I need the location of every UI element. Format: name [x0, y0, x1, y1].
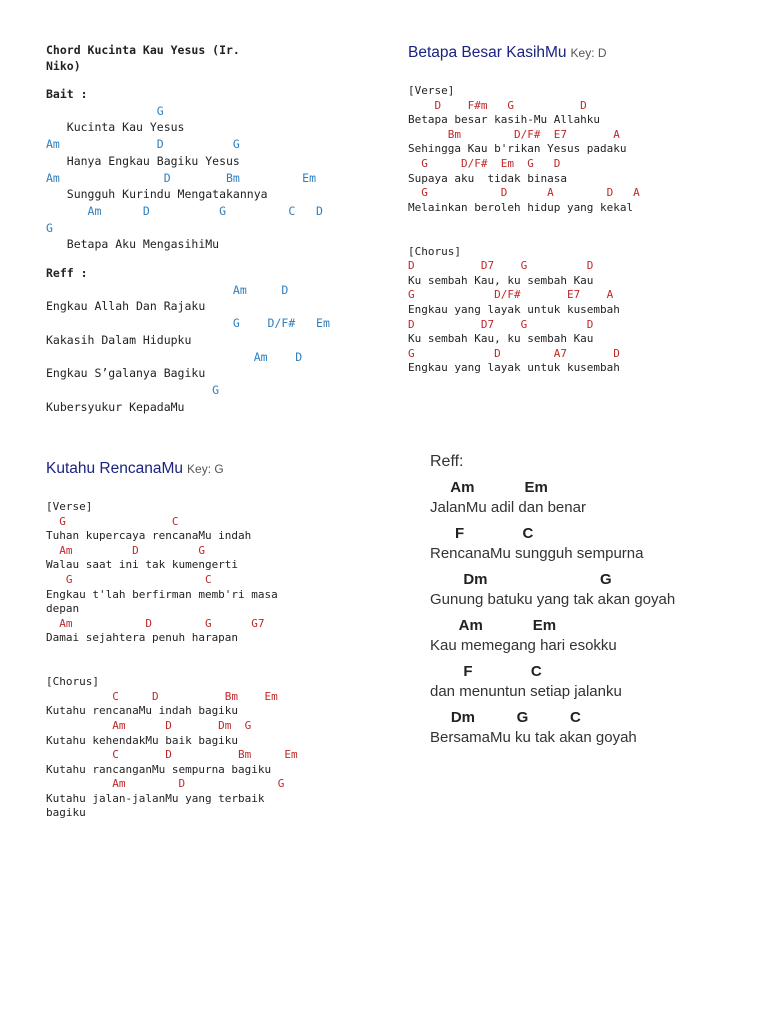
lyric-line: Kutahu jalan-jalanMu yang terbaik [46, 791, 265, 805]
chord-line: D F#m G D [408, 98, 587, 112]
reff-section [430, 452, 760, 748]
chord-line: Am D Dm G [46, 718, 252, 732]
song-lines [46, 500, 396, 821]
blank-line [46, 646, 396, 661]
song-title: Chord Kucinta Kau Yesus (Ir. Niko) [46, 43, 240, 73]
chord-line: Bm D/F# E7 A [408, 127, 620, 141]
lyric-line: Tuhan kupercaya rencanaMu indah [46, 529, 252, 543]
chord-line: D D7 G D [408, 317, 594, 331]
chord-line: G D A7 D [408, 346, 620, 360]
chord-line: G [46, 382, 220, 397]
chord-line: G D A D A [408, 186, 640, 200]
lyric-line: Engkau yang layak untuk kusembah [408, 302, 620, 316]
lyric-line: Engkau yang layak untuk kusembah [408, 361, 620, 375]
lyric-line: Kutahu kehendakMu baik bagiku [46, 733, 239, 747]
chord-line: Am Em [430, 617, 557, 634]
song-key: Key: D [570, 46, 607, 60]
lyric-line: [Verse] [408, 84, 455, 97]
lyric-line: depan [46, 602, 80, 616]
lyric-line: [Verse] [46, 500, 93, 513]
lyric-line: [Chorus] [46, 675, 99, 689]
chord-line: Am D G C D [46, 203, 323, 218]
blank-line [408, 230, 758, 245]
lyric-line: bagiku [46, 806, 86, 820]
song-lines [46, 86, 376, 415]
lyric-line: Sungguh Kurindu Mengatakannya [46, 187, 268, 202]
chord-line: Am D G [46, 543, 205, 557]
chord-line: Am D G [46, 777, 285, 791]
lyric-line: Kucinta Kau Yesus [46, 120, 185, 135]
lyric-line: Ku sembah Kau, ku sembah Kau [408, 273, 594, 287]
lyric-line: Kakasih Dalam Hidupku [46, 332, 192, 347]
lyric-line: Engkau t'lah berfirman memb'ri masa [46, 587, 278, 601]
lyric-line: BersamaMu ku tak akan goyah [430, 729, 637, 746]
lyric-line: Kutahu rencanaMu indah bagiku [46, 704, 239, 718]
chord-line: C D Bm Em [46, 689, 278, 703]
blank-line [46, 661, 396, 676]
chord-line: D D7 G D [408, 259, 594, 273]
lyric-line: Engkau Allah Dan Rajaku [46, 299, 206, 314]
chord-line: G [46, 103, 164, 118]
lyric-line: Damai sejahtera penuh harapan [46, 631, 239, 645]
chord-line: G D/F# E7 A [408, 288, 614, 302]
chord-line: F C [430, 663, 542, 680]
song-lines [408, 84, 758, 376]
chord-line: Am D G G7 [46, 616, 265, 630]
chord-line: Am D Bm Em [46, 170, 317, 185]
chord-line: Dm G C [430, 709, 581, 726]
section-label: Reff : [46, 266, 88, 281]
chord-line: G [46, 220, 53, 235]
lyric-line: Engkau S’galanya Bagiku [46, 366, 206, 381]
chord-line: Am D G [46, 137, 240, 152]
song-kutahu-rencanamu [46, 460, 396, 821]
chord-line: G D/F# Em [46, 316, 330, 331]
chord-line: G C [46, 514, 179, 528]
reff-lines [430, 478, 760, 748]
section-label: Bait : [46, 87, 88, 101]
lyric-line: [Chorus] [408, 244, 461, 258]
chord-line: G D/F# Em G D [408, 156, 561, 170]
song-title: Kutahu RencanaMu [46, 460, 184, 477]
song-title-row [46, 460, 396, 478]
lyric-line: Gunung batuku yang tak akan goyah [430, 591, 676, 608]
chord-line: Am Em [430, 479, 548, 496]
blank-line [408, 215, 758, 230]
lyric-line: dan menuntun setiap jalanku [430, 683, 622, 700]
lyric-line: Sehingga Kau b'rikan Yesus padaku [408, 142, 627, 156]
song-betapa-besar-kasihmu [408, 44, 758, 376]
chord-line: G C [46, 572, 212, 586]
chord-line: Am D [46, 349, 303, 364]
lyric-line: JalanMu adil dan benar [430, 499, 586, 516]
chord-line: Am D [46, 282, 289, 297]
lyric-line: Kau memegang hari esokku [430, 637, 617, 654]
chord-line: Dm G [430, 571, 612, 588]
song-title: Betapa Besar KasihMu [408, 44, 567, 61]
lyric-line: Hanya Engkau Bagiku Yesus [46, 153, 240, 168]
song-key: Key: G [187, 462, 224, 476]
lyric-line: Ku sembah Kau, ku sembah Kau [408, 332, 594, 346]
lyric-line: Walau saat ini tak kumengerti [46, 558, 239, 572]
song-title-row [408, 44, 758, 62]
lyric-line: RencanaMu sungguh sempurna [430, 545, 644, 562]
lyric-line: Betapa Aku MengasihiMu [46, 237, 220, 252]
lyric-line: Betapa besar kasih-Mu Allahku [408, 113, 601, 127]
lyric-line: Supaya aku tidak binasa [408, 171, 567, 185]
lyric-line: Melainkan beroleh hidup yang kekal [408, 200, 634, 214]
reff-label: Reff: [430, 453, 464, 470]
chord-line: F C [430, 525, 534, 542]
lyric-line: Kubersyukur KepadaMu [46, 399, 185, 414]
lyric-line: Kutahu rancanganMu sempurna bagiku [46, 762, 272, 776]
song-kucinta-kau-yesus [46, 42, 376, 415]
chord-line: C D Bm Em [46, 748, 298, 762]
